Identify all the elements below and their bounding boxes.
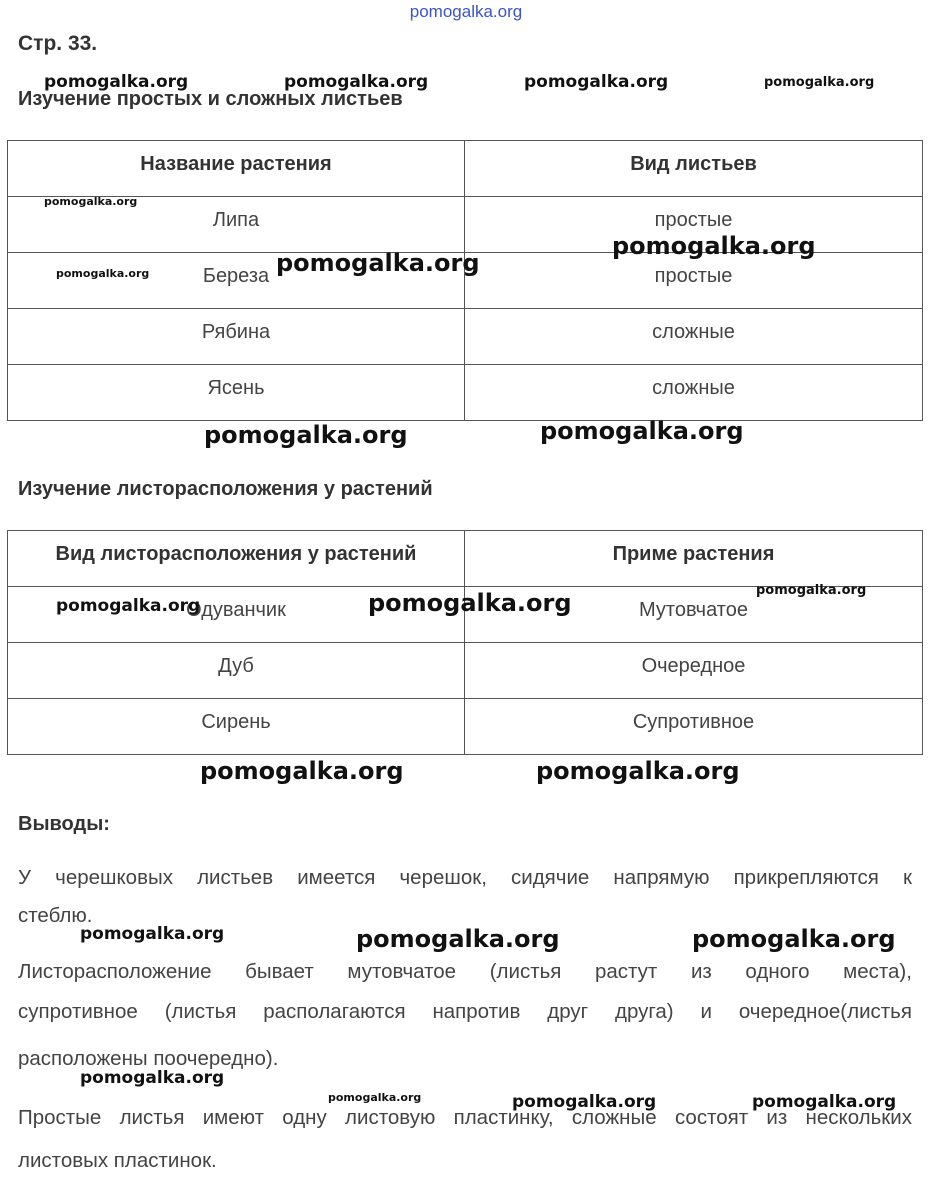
cell-arrangement: Супротивное	[465, 699, 923, 755]
conclusion-p2-line3: расположены поочередно).	[18, 1047, 279, 1070]
header-arrangement-type: Вид листорасположения у растений	[8, 531, 465, 587]
table-row	[8, 309, 923, 365]
table-row	[8, 365, 923, 421]
watermark-text: pomogalka.org	[204, 421, 408, 449]
cell-plant: Липа	[8, 197, 465, 253]
cell-plant: Рябина	[8, 309, 465, 365]
watermark-text: pomogalka.org	[80, 924, 225, 944]
watermark-text: pomogalka.org	[540, 417, 744, 445]
cell-leaf-type: простые	[465, 197, 923, 253]
header-leaf-type: Вид листьев	[465, 141, 923, 197]
conclusion-p3-line1: Простые листья имеют одну листовую пластинку, сложные состоят из нескольких	[18, 1106, 912, 1129]
top-watermark: pomogalka.org	[409, 2, 523, 21]
section2-title: Изучение листорасположения у растений	[18, 478, 433, 500]
cell-plant: Одуванчик	[8, 587, 465, 643]
watermark-text: pomogalka.org	[56, 596, 201, 616]
cell-arrangement: Очередное	[465, 643, 923, 699]
cell-leaf-type: простые	[465, 253, 923, 309]
simple-compound-table	[7, 140, 923, 421]
cell-plant: Ясень	[8, 365, 465, 421]
watermark-text: pomogalka.org	[612, 232, 816, 260]
conclusions-title: Выводы:	[18, 813, 110, 835]
watermark-text: pomogalka.org	[764, 75, 875, 90]
cell-plant: Береза	[8, 253, 465, 309]
conclusion-p3-line2: листовых пластинок.	[18, 1149, 217, 1172]
watermark-text: pomogalka.org	[536, 757, 740, 785]
watermark-text: pomogalka.org	[44, 195, 138, 208]
watermark-text: pomogalka.org	[284, 72, 429, 92]
watermark-text: pomogalka.org	[80, 1068, 225, 1088]
watermark-text: pomogalka.org	[692, 925, 896, 953]
table-row	[8, 699, 923, 755]
cell-leaf-type: сложные	[465, 309, 923, 365]
header-example-plants: Приме растения	[465, 531, 923, 587]
watermark-text: pomogalka.org	[524, 72, 669, 92]
watermark-text: pomogalka.org	[44, 72, 189, 92]
watermark-text: pomogalka.org	[756, 583, 867, 598]
conclusion-p1-line1: У черешковых листьев имеется черешок, сидячие напрямую прикрепляются к	[18, 866, 912, 889]
watermark-text: pomogalka.org	[752, 1092, 897, 1112]
cell-leaf-type: сложные	[465, 365, 923, 421]
page-label: Стр. 33.	[18, 32, 98, 55]
leaf-arrangement-table	[7, 530, 923, 755]
cell-plant: Дуб	[8, 643, 465, 699]
conclusion-p2-line1: Листорасположение бывает мутовчатое (листья растут из одного места),	[18, 960, 912, 983]
table-header-row	[8, 141, 923, 197]
watermark-text: pomogalka.org	[328, 1091, 422, 1104]
section1-title: Изучение простых и сложных листьев	[18, 88, 403, 110]
conclusion-p1-line2: стеблю.	[18, 904, 93, 927]
cell-arrangement: Мутовчатое	[465, 587, 923, 643]
table-header-row	[8, 531, 923, 587]
conclusion-p2-line2: супротивное (листья располагаются напротив друг друга) и очередное(листья	[18, 1000, 912, 1023]
watermark-text: pomogalka.org	[512, 1092, 657, 1112]
watermark-text: pomogalka.org	[368, 589, 572, 617]
watermark-text: pomogalka.org	[56, 267, 150, 280]
cell-plant: Сирень	[8, 699, 465, 755]
watermark-text: pomogalka.org	[200, 757, 404, 785]
header-plant-name: Название растения	[8, 141, 465, 197]
watermark-text: pomogalka.org	[276, 249, 480, 277]
watermark-text: pomogalka.org	[356, 925, 560, 953]
table-row	[8, 643, 923, 699]
